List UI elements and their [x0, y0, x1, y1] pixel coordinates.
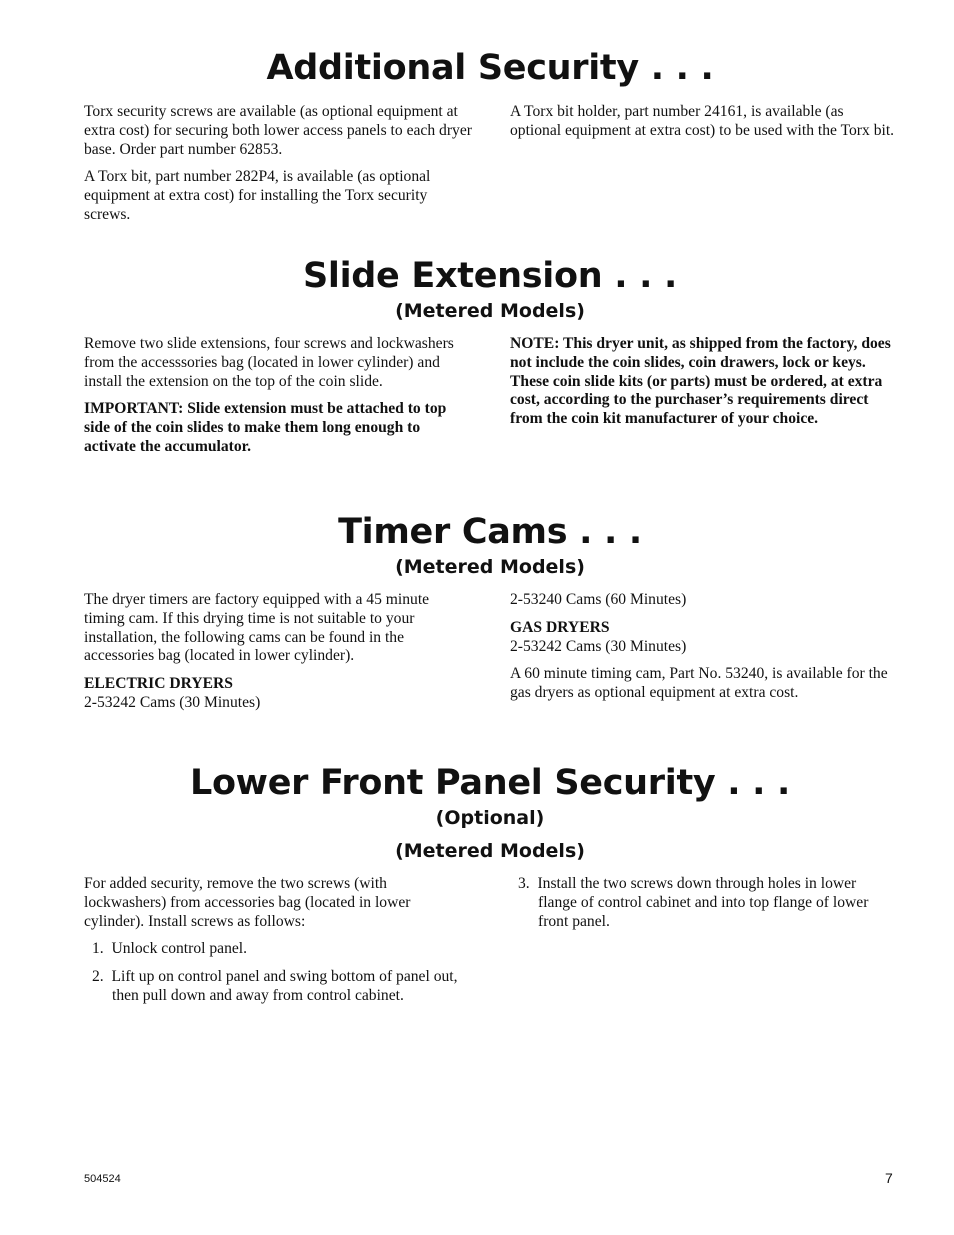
paragraph: Remove two slide extensions, four screws and lockwashers from the accesssories bag (located in lower cylinder) and install the extension on the top of the coin slide.	[84, 335, 454, 390]
slide-extension-left-column	[84, 335, 472, 466]
paragraph: The dryer timers are factory equipped with a 45 minute timing cam. If this drying time is not suitable to your installation, the following cams can be found in the accessories bag (located in lower cylinder).	[84, 591, 430, 665]
important-note: IMPORTANT: Slide extension must be attached to top side of the coin slides to make them long enough to activate the accumulator.	[84, 400, 447, 455]
note-paragraph: NOTE: This dryer unit, as shipped from the factory, does not include the coin slides, coin drawers, lock or keys. These coin slide kits (or parts) must be ordered, at extra cost, according to the purchaser’s requirements direct from the coin kit manufacturer of your choice.	[510, 335, 891, 428]
subheading-metered-models: (Metered Models)	[395, 840, 585, 862]
list-item: 1. Unlock control panel.	[92, 940, 248, 958]
heading-slide-extension: Slide Extension . . .	[303, 256, 677, 296]
heading-additional-security: Additional Security . . .	[266, 48, 714, 88]
slide-extension-right-column	[510, 335, 898, 438]
lower-front-panel-right-column	[510, 875, 898, 940]
cam-item: 2-53242 Cams (30 Minutes)	[510, 637, 687, 655]
page-number: 7	[885, 1170, 893, 1186]
paragraph: Torx security screws are available (as optional equipment at extra cost) for securing both lower access panels to each dryer base. Order part number 62853.	[84, 103, 472, 158]
subheading-metered-models: (Metered Models)	[395, 300, 585, 322]
install-steps	[84, 940, 472, 1005]
list-item: 3. Install the two screws down through holes in lower flange of control cabinet and into top flange of lower front panel.	[518, 875, 869, 930]
heading-lower-front-panel-security: Lower Front Panel Security . . .	[189, 763, 791, 803]
document-number: 504524	[84, 1173, 121, 1185]
electric-dryers-heading: ELECTRIC DRYERS	[84, 675, 233, 693]
cam-item: 2-53242 Cams (30 Minutes)	[84, 693, 261, 711]
timer-cams-right-column	[510, 591, 898, 712]
subheading-metered-models: (Metered Models)	[395, 556, 585, 578]
paragraph: A 60 minute timing cam, Part No. 53240, is available for the gas dryers as optional equipment at extra cost.	[510, 665, 888, 702]
paragraph: A Torx bit, part number 282P4, is available (as optional equipment at extra cost) for installing the Torx security screws.	[84, 168, 431, 223]
install-steps	[510, 875, 898, 931]
additional-security-left-column	[84, 103, 472, 234]
lower-front-panel-left-column	[84, 875, 472, 1015]
heading-timer-cams: Timer Cams . . .	[338, 512, 642, 552]
gas-dryers-heading: GAS DRYERS	[510, 618, 610, 636]
paragraph: For added security, remove the two screws (with lockwashers) from accessories bag (located in lower cylinder). Install screws as follows:	[84, 875, 411, 930]
additional-security-right-column	[510, 103, 898, 150]
cam-item: 2-53240 Cams (60 Minutes)	[510, 591, 687, 608]
list-item: 2. Lift up on control panel and swing bottom of panel out, then pull down and away from control cabinet.	[92, 968, 458, 1004]
paragraph: A Torx bit holder, part number 24161, is available (as optional equipment at extra cost) to be used with the Torx bit.	[510, 103, 895, 139]
subheading-optional: (Optional)	[435, 807, 545, 829]
timer-cams-left-column	[84, 591, 472, 713]
